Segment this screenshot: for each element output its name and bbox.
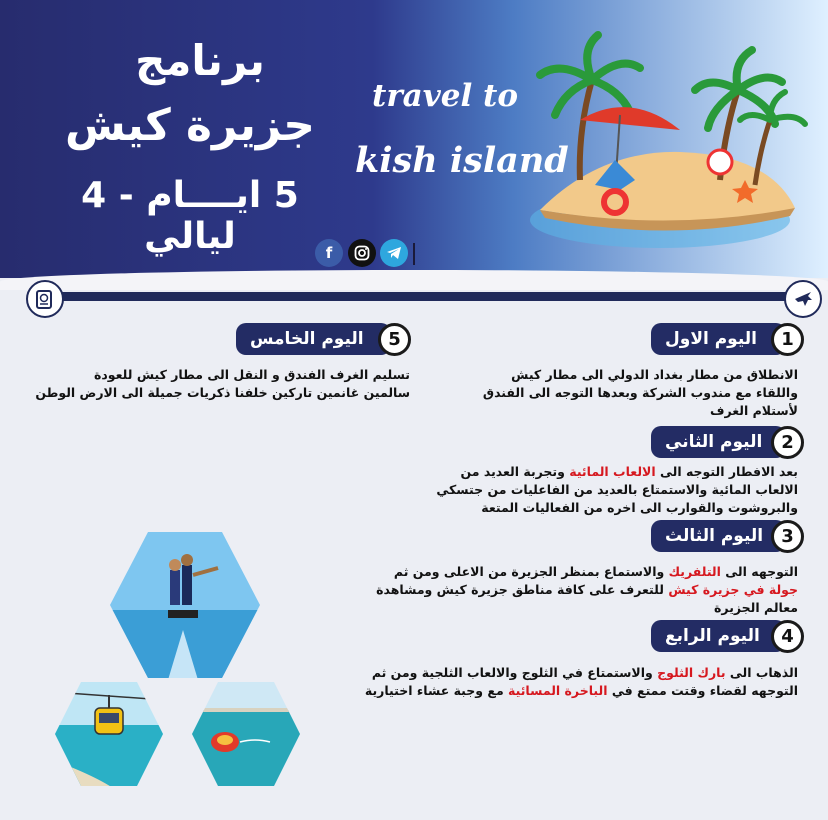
description-line <box>10 384 410 402</box>
title-duration: 5 ايــــام - 4 ليالي <box>81 175 299 257</box>
script-kish-island: kish island <box>355 140 569 181</box>
day-4-description <box>308 664 798 700</box>
header-banner <box>0 0 828 278</box>
parasailing-photo <box>190 680 302 788</box>
day-3-number: 3 <box>771 520 804 553</box>
description-line <box>358 402 798 420</box>
timeline-bar <box>46 292 790 301</box>
island-illustration <box>520 20 820 260</box>
description-text: وتجربة العديد من <box>460 464 570 479</box>
day-5-number: 5 <box>378 323 411 356</box>
flyboard-photo <box>108 530 262 680</box>
day-4-number: 4 <box>771 620 804 653</box>
description-text: التوجهه الى <box>720 564 798 579</box>
description-text: معالم الجزيرة <box>714 600 798 615</box>
description-line <box>308 664 798 682</box>
title-program: برنامج <box>135 36 265 85</box>
description-text: والبروشوت والقوارب الى اخره من الفعاليات المتعة <box>481 500 798 515</box>
header-wave <box>0 270 828 290</box>
day-5-description <box>10 366 410 402</box>
day-3-description <box>338 563 798 617</box>
cable-car-photo <box>53 680 165 788</box>
description-line <box>348 463 798 481</box>
day-1-description <box>358 366 798 420</box>
day-1-number: 1 <box>771 323 804 356</box>
description-line <box>348 499 798 517</box>
description-text: لأستلام الغرف <box>709 403 798 418</box>
highlighted-text: الالعاب المائية <box>569 464 656 479</box>
description-text: الانطلاق من مطار بغداد الدولي الى مطار كيش <box>511 367 798 382</box>
description-line <box>338 581 798 599</box>
description-text: بعد الافطار التوجه الى <box>655 464 798 479</box>
description-text: تسليم الغرف الفندق و النقل الى مطار كيش للعودة <box>94 367 410 382</box>
day-3-label: اليوم الثالث <box>665 526 764 546</box>
day-5-label: اليوم الخامس <box>250 329 364 349</box>
highlighted-text: الباخرة المسائية <box>508 683 608 698</box>
description-line <box>10 366 410 384</box>
script-travel-to: travel to <box>372 78 519 114</box>
day-1-pill <box>651 323 786 355</box>
day-4-label: اليوم الرابع <box>665 626 760 646</box>
description-text: والاستمتاع في الثلوج والالعاب الثلجية ومن ثم <box>371 665 658 680</box>
day-3-pill <box>651 520 786 552</box>
description-text: مع وجبة عشاء اختيارية <box>364 683 509 698</box>
description-line <box>358 366 798 384</box>
description-text: واللقاء مع مندوب الشركة وبعدها التوجه الى الفندق <box>482 385 798 400</box>
passport-icon <box>26 280 64 318</box>
description-line <box>338 563 798 581</box>
description-text: الذهاب الى <box>725 665 798 680</box>
day-2-description <box>348 463 798 517</box>
highlighted-text: جولة في جزيرة كيش <box>668 582 798 597</box>
description-line <box>348 481 798 499</box>
day-1-label: اليوم الاول <box>665 329 757 349</box>
day-2-pill <box>651 426 786 458</box>
description-text: التوجهه لقضاء وقتت ممتع في <box>607 683 798 698</box>
social-separator <box>413 243 415 265</box>
day-4-pill <box>651 620 786 652</box>
description-text: سالمين غانمين تاركين خلفنا ذكريات جميلة الى الارض الوطن <box>35 385 410 400</box>
title-kish-island: جزيرة كيش <box>64 100 315 151</box>
highlighted-text: التلفريك <box>668 564 721 579</box>
description-text: والاستماع بمنظر الجزيرة من الاعلى ومن ثم <box>393 564 669 579</box>
description-line <box>338 599 798 617</box>
highlighted-text: بارك الثلوج <box>657 665 726 680</box>
facebook-icon[interactable]: f <box>315 239 343 267</box>
airplane-icon <box>784 280 822 318</box>
day-5-pill <box>236 323 391 355</box>
telegram-icon[interactable] <box>380 239 408 267</box>
description-text: للتعرف على كافة مناطق جزيرة كيش ومشاهدة <box>376 582 669 597</box>
day-2-label: اليوم الثاني <box>665 432 763 452</box>
description-line <box>358 384 798 402</box>
instagram-icon[interactable] <box>348 239 376 267</box>
description-text: الالعاب المائية والاستمتاع بالعديد من الفاعليات من جتسكي <box>436 482 798 497</box>
description-line <box>308 682 798 700</box>
day-2-number: 2 <box>771 426 804 459</box>
